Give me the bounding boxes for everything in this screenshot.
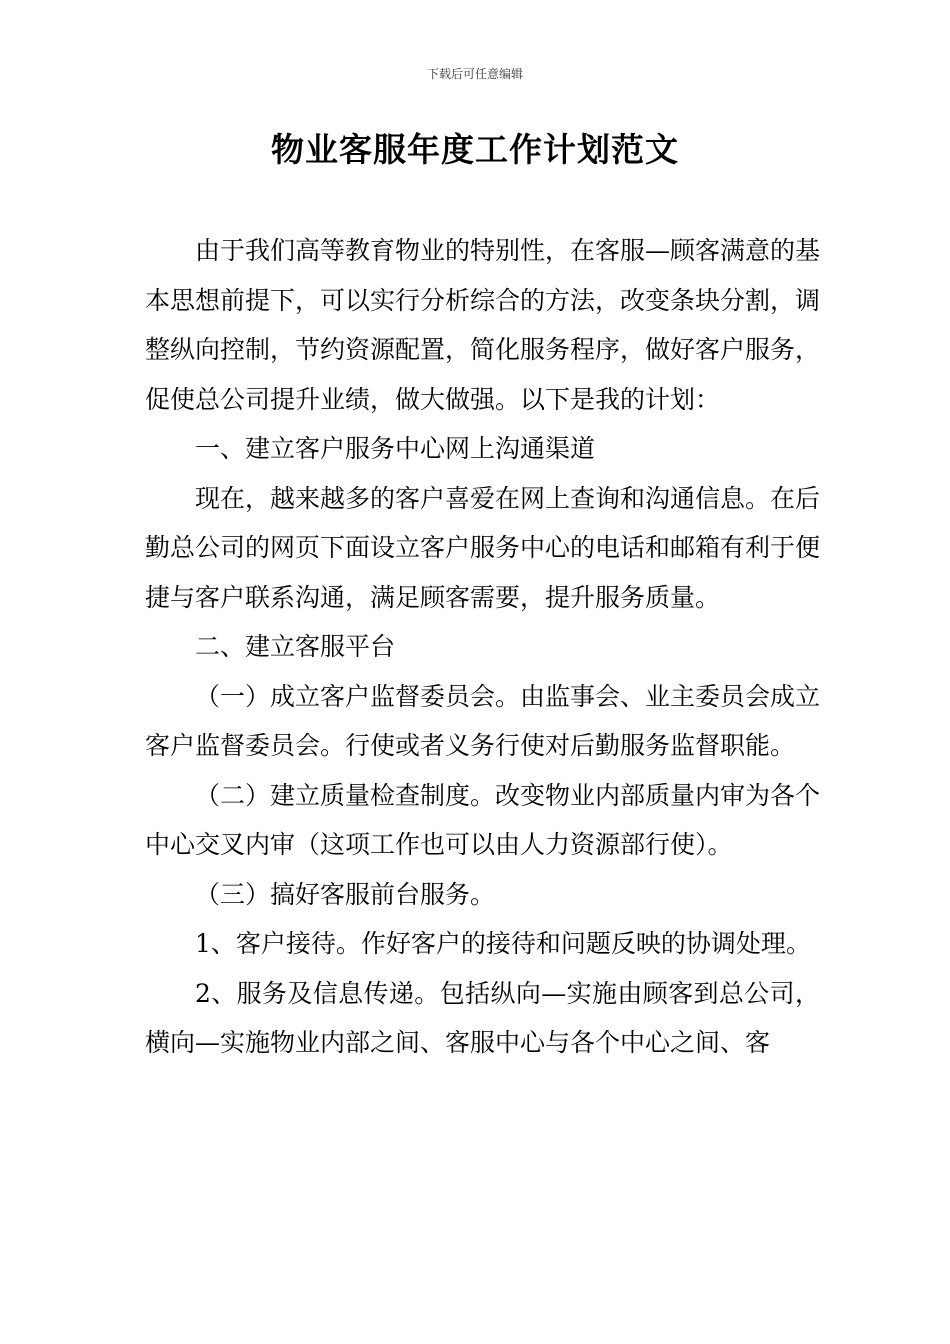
header-note: 下载后可任意编辑 [426,67,523,81]
list-item-2: 2、服务及信息传递。包括纵向—实施由顾客到总公司，横向—实施物业内部之间、客服中心与各个中心之间、客 [145,978,820,1057]
document-body [145,226,820,1068]
intro-paragraph: 由于我们高等教育物业的特别性，在客服—顾客满意的基本思想前提下，可以实行分析综合的方法，改变条块分割，调整纵向控制，节约资源配置，简化服务程序，做好客户服务，促使总公司提升业绩，做大做强。以下是我的计划： [145,236,821,414]
subsection-paragraph-3: （三）搞好客服前台服务。 [195,879,496,909]
subsection-paragraph-2: （二）建立质量检查制度。改变物业内部质量内审为各个中心交叉内审（这项工作也可以由人力资源部行使）。 [145,780,821,859]
list-item-1: 1、客户接待。作好客户的接待和问题反映的协调处理。 [195,929,811,958]
section-heading-1: 一、建立客户服务中心网上沟通渠道 [195,434,596,463]
subsection-paragraph-1: （一）成立客户监督委员会。由监事会、业主委员会成立客户监督委员会。行使或者义务行使对后勤服务监督职能。 [145,681,821,760]
section-heading-2: 二、建立客服平台 [195,632,396,661]
section-paragraph-1: 现在，越来越多的客户喜爱在网上查询和沟通信息。在后勤总公司的网页下面设立客户服务中心的电话和邮箱有利于便捷与客户联系沟通，满足顾客需要，提升服务质量。 [145,483,821,612]
document-title: 物业客服年度工作计划范文 [271,130,679,169]
